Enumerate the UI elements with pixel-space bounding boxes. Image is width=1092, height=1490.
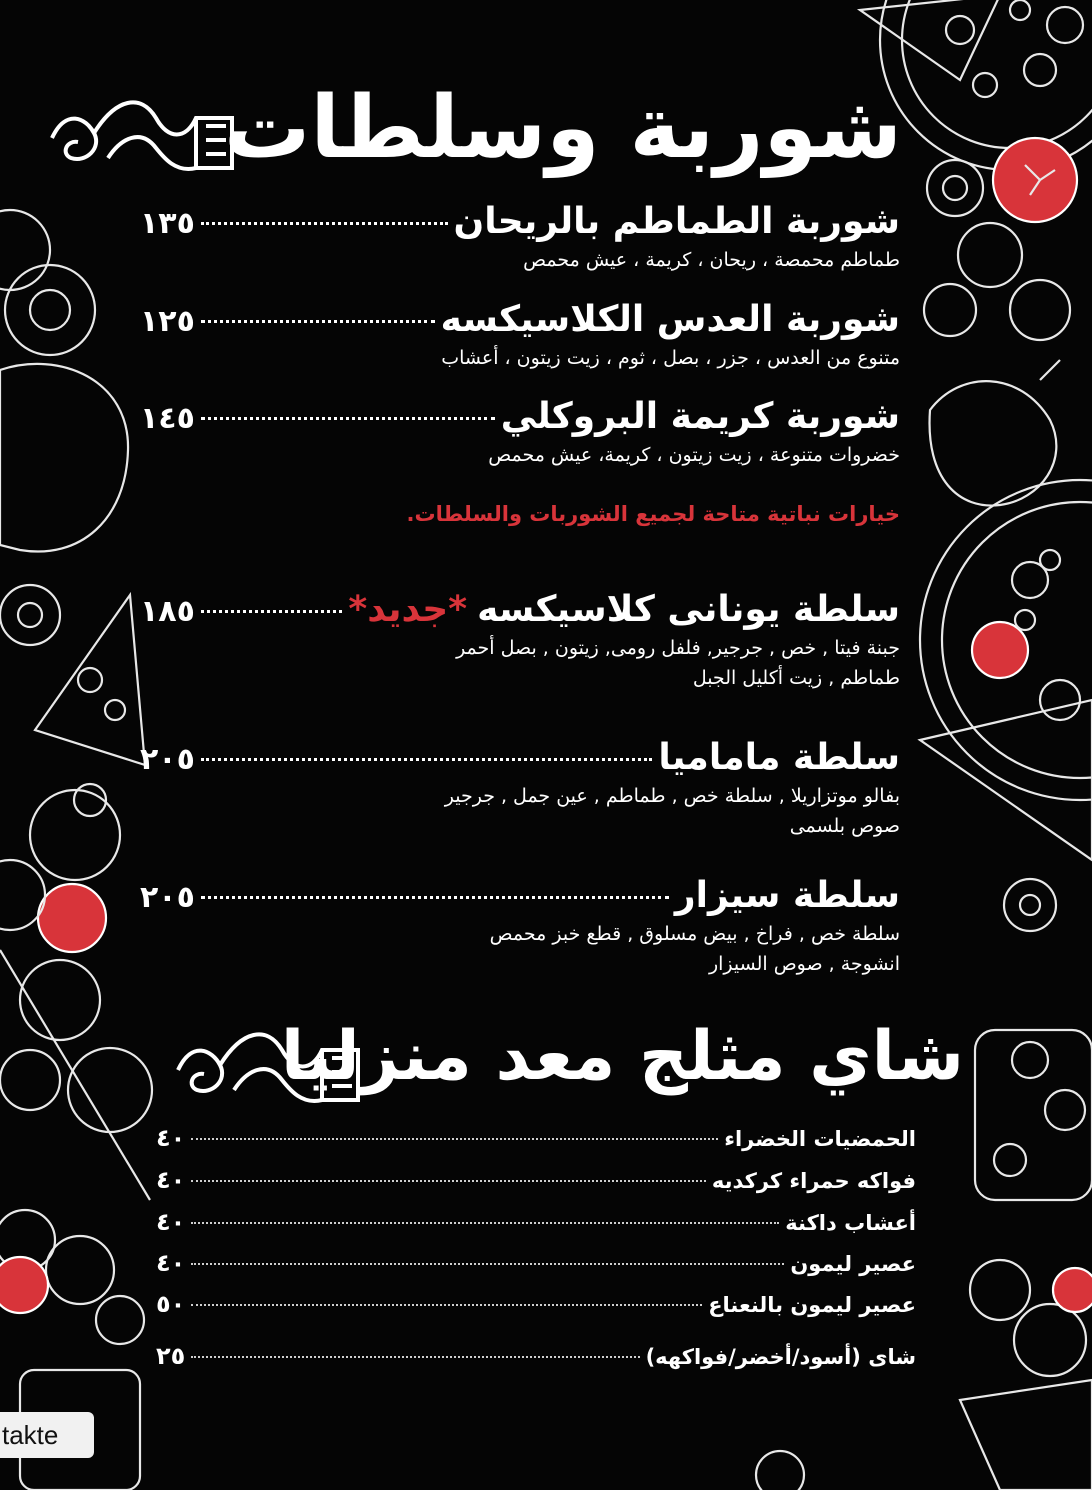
vegetables-illustration-left xyxy=(0,210,152,1490)
item-description: خضروات متنوعة ، زيت زيتون ، كريمة، عيش محمص xyxy=(488,444,900,466)
menu-item xyxy=(140,736,900,840)
item-price: ٤٠ xyxy=(156,1124,186,1152)
menu-item xyxy=(140,874,900,978)
vegan-note: خيارات نباتية متاحة لجميع الشوربات والسلطات. xyxy=(406,502,900,526)
dot-leader xyxy=(201,320,435,323)
item-price: ٥٠ xyxy=(156,1290,186,1318)
item-description: بفالو موتزاريلا , سلطة خص , طماطم , عين جمل , جرجير xyxy=(444,785,900,807)
item-name: عصير ليمون بالنعناع xyxy=(708,1293,916,1317)
dot-leader xyxy=(191,1356,639,1358)
item-name: الحمضيات الخضراء xyxy=(724,1127,916,1151)
dot-leader xyxy=(191,1304,702,1306)
item-price: ٤٠ xyxy=(156,1249,186,1277)
item-name: شاى (أسود/أخضر/فواكهه) xyxy=(645,1345,916,1369)
menu-item xyxy=(140,298,900,372)
tomato-illustration xyxy=(993,138,1077,222)
item-description: انشوجة , صوص السيزار xyxy=(708,953,900,975)
item-name: أعشاب داكنة xyxy=(785,1211,916,1235)
ribbon-ornament xyxy=(46,78,236,178)
dot-leader xyxy=(201,610,342,613)
tea-item xyxy=(156,1290,916,1318)
item-description: صوص بلسمى xyxy=(789,815,900,837)
dot-leader xyxy=(191,1180,706,1182)
item-price: ١٨٥ xyxy=(140,594,195,629)
tea-item xyxy=(156,1124,916,1152)
item-name: شوربة كريمة البروكلي xyxy=(500,396,900,437)
dot-leader xyxy=(201,896,669,899)
item-price: ٢٠٥ xyxy=(140,742,195,777)
section-title-soups-salads: شوربة وسلطات xyxy=(223,78,902,178)
new-badge: *جديد* xyxy=(348,589,468,630)
item-price: ٢٥ xyxy=(156,1342,186,1370)
dot-leader xyxy=(191,1138,718,1140)
tea-item xyxy=(156,1166,916,1194)
item-name: شوربة الطماطم بالريحان xyxy=(453,201,900,242)
item-price: ١٤٥ xyxy=(140,401,195,436)
item-name: عصير ليمون xyxy=(790,1252,916,1276)
item-name: شوربة العدس الكلاسيكسه xyxy=(440,299,900,340)
item-description: سلطة خص , فراخ , بيض مسلوق , قطع خبز محمص xyxy=(489,923,900,945)
item-name: سلطة سيزار xyxy=(674,875,900,916)
item-price: ٤٠ xyxy=(156,1208,186,1236)
item-price: ٤٠ xyxy=(156,1166,186,1194)
item-price: ١٣٥ xyxy=(140,206,195,241)
menu-item xyxy=(140,200,900,274)
dot-leader xyxy=(201,222,448,225)
tea-item xyxy=(156,1342,916,1370)
item-description: جبنة فيتا , خص , جرجير, فلفل رومى, زيتون , بصل أحمر xyxy=(456,637,900,659)
tea-item xyxy=(156,1249,916,1277)
item-name: فواكه حمراء كركديه xyxy=(711,1169,916,1193)
dot-leader xyxy=(191,1263,784,1265)
item-name: سلطة ماماميا xyxy=(658,737,900,778)
item-name: سلطة يونانى كلاسيكسه xyxy=(477,589,900,630)
pepper-illustration xyxy=(930,360,1060,506)
item-description: طماطم , زيت أكليل الجبل xyxy=(692,667,900,689)
dot-leader xyxy=(201,417,495,420)
overlay-label[interactable]: takte xyxy=(0,1412,94,1458)
item-price: ٢٠٥ xyxy=(140,880,195,915)
section-title-iced-tea: شاي مثلج معد منزليا xyxy=(280,1017,964,1096)
tea-item xyxy=(156,1208,916,1236)
item-price: ١٢٥ xyxy=(140,304,195,339)
item-description: طماطم محمصة ، ريحان ، كريمة ، عيش محمص xyxy=(523,249,900,271)
item-description: متنوع من العدس ، جزر ، بصل ، ثوم ، زيت زيتون ، أعشاب xyxy=(441,347,900,369)
menu-item xyxy=(140,588,900,692)
menu-item xyxy=(140,395,900,469)
dot-leader xyxy=(191,1222,779,1224)
dot-leader xyxy=(201,758,652,761)
pizza-illustration-2 xyxy=(920,480,1092,860)
